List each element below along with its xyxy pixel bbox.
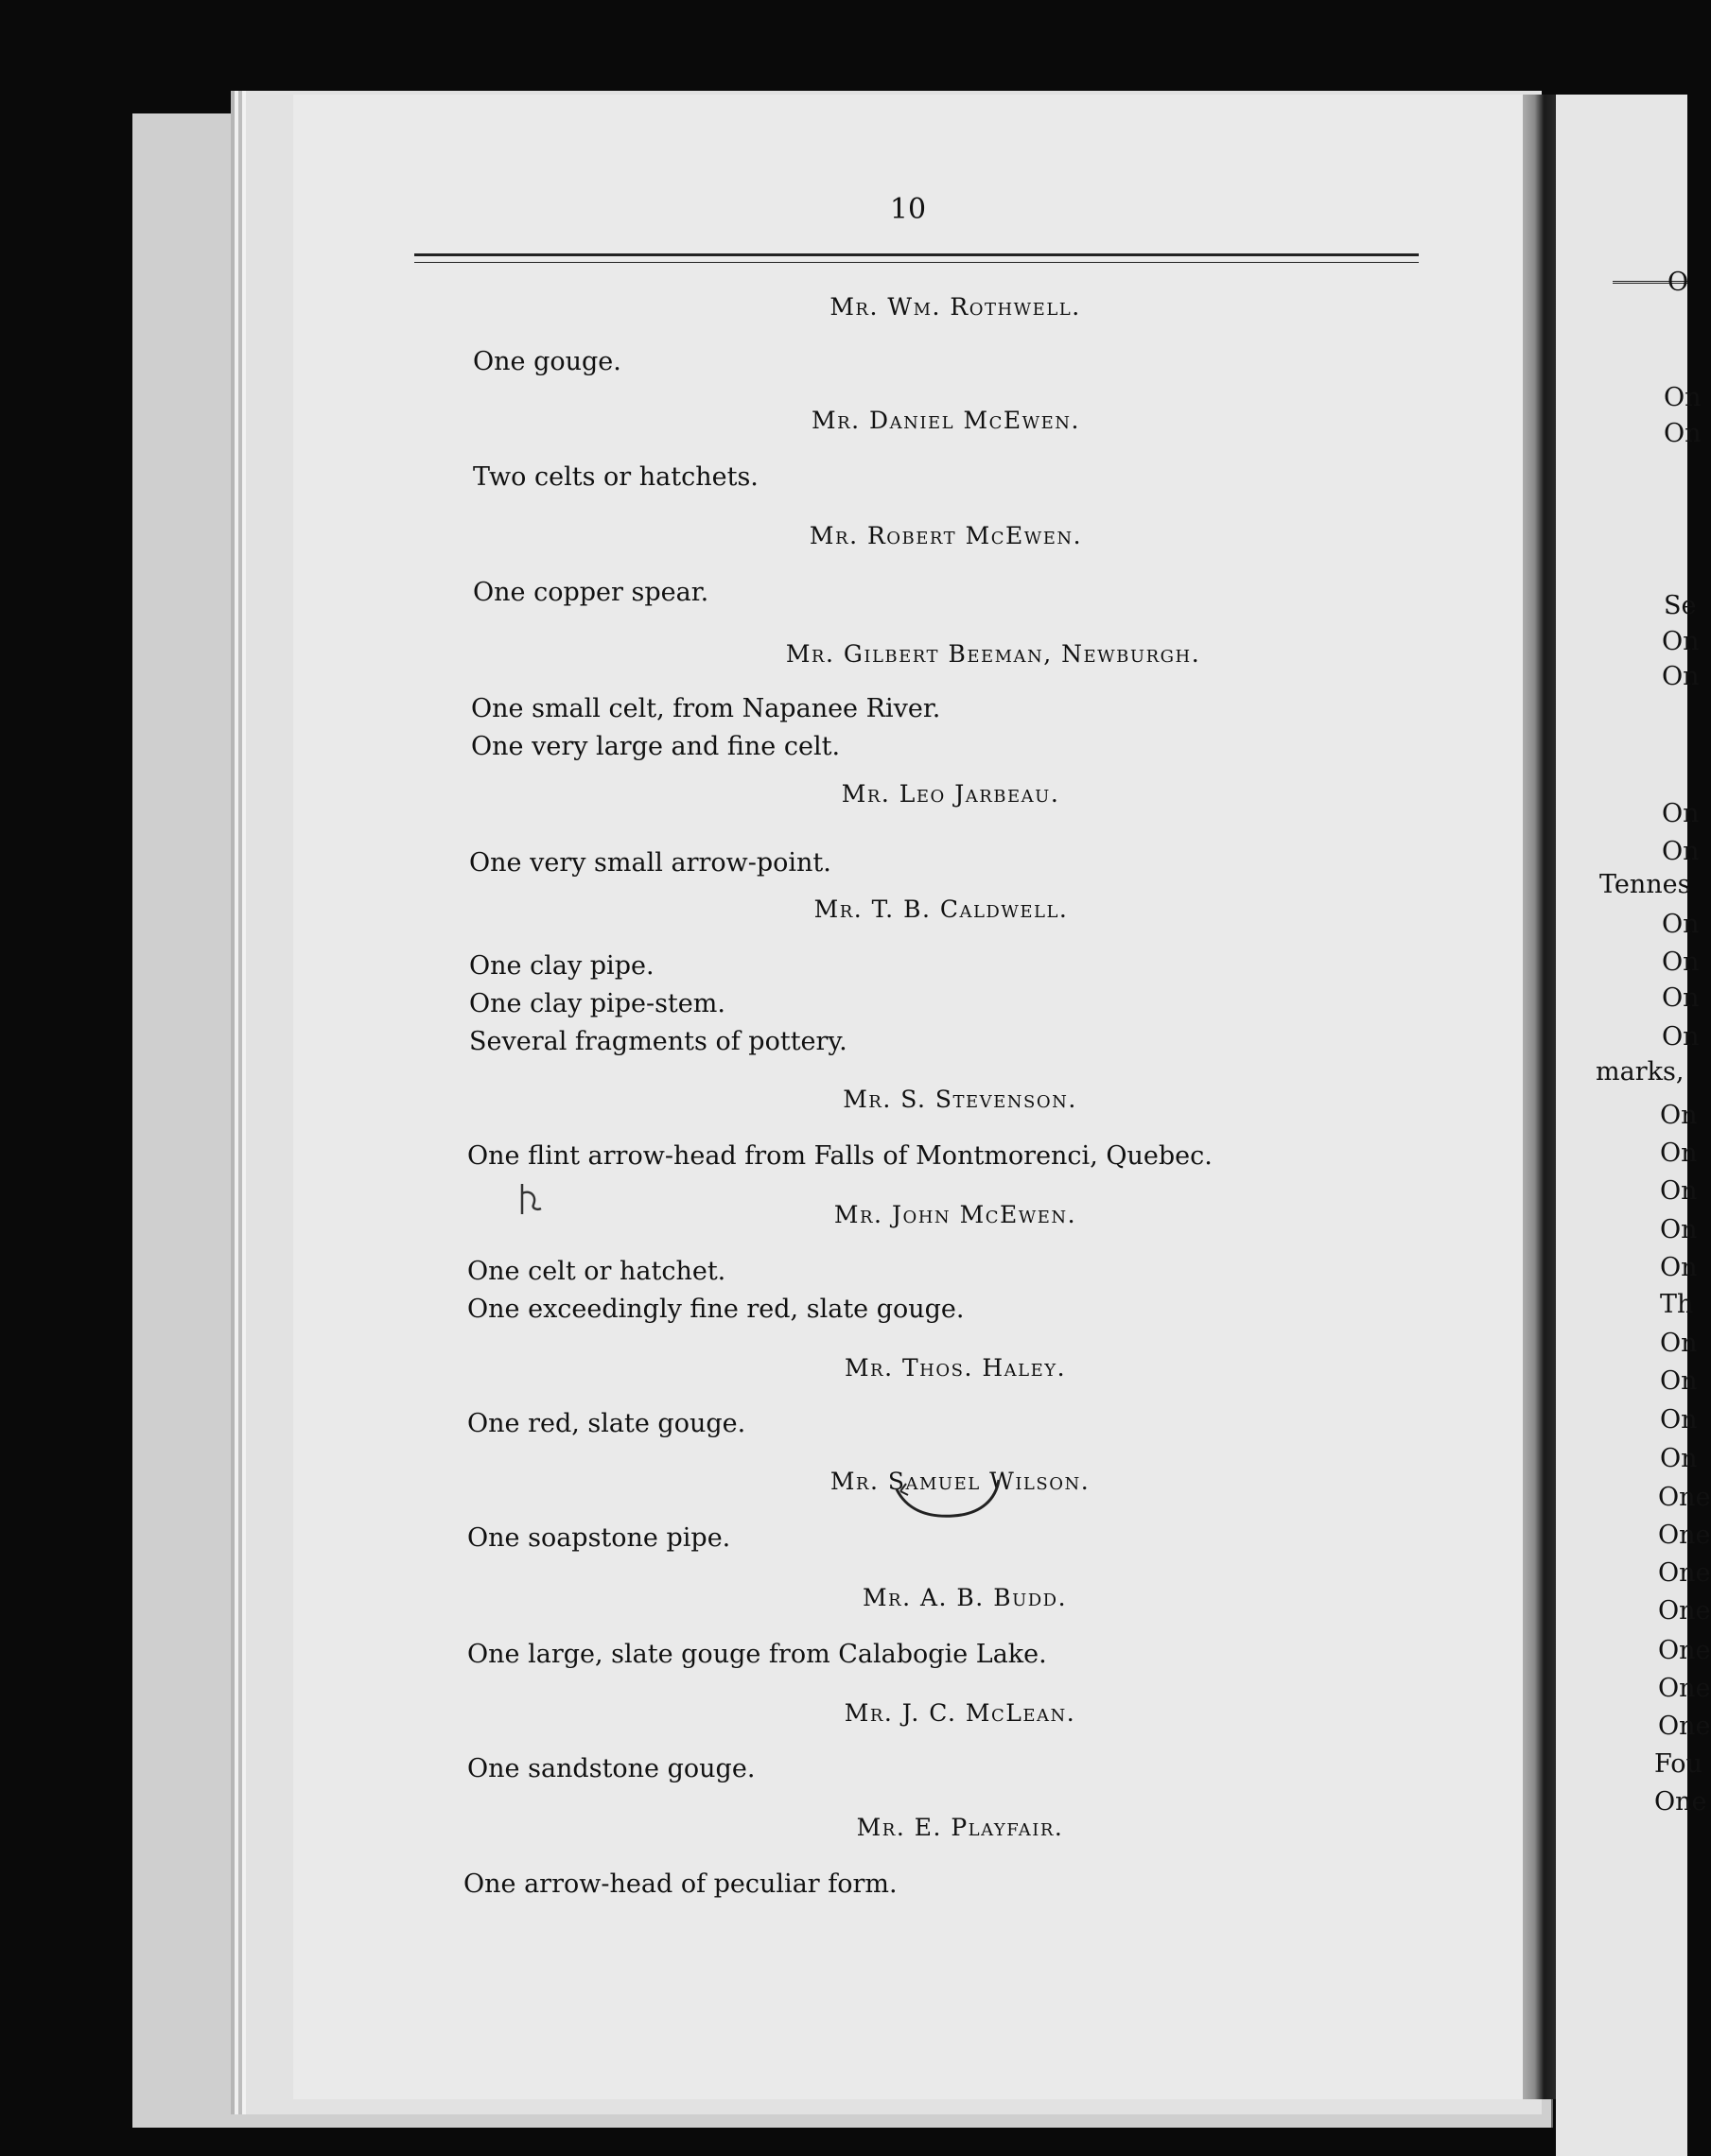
facing-page-fragment: One (1658, 1483, 1711, 1512)
donor-name: Mr. Leo Jarbeau. (841, 780, 1060, 808)
facing-page-fragment: On (1660, 1176, 1698, 1206)
facing-page-fragment: On (1662, 983, 1700, 1013)
facing-page-fragment: On (1660, 1253, 1698, 1282)
donated-item: One sandstone gouge. (467, 1754, 756, 1783)
donated-item: Several fragments of pottery. (469, 1027, 847, 1056)
donated-item: One soapstone pipe. (467, 1523, 731, 1553)
donated-item: One small celt, from Napanee River. (471, 694, 941, 723)
facing-page-fragment: On (1660, 1366, 1698, 1396)
facing-page-fragment: One (1658, 1636, 1711, 1665)
facing-page-fragment: O (1667, 268, 1689, 297)
facing-page-fragment: One (1658, 1558, 1711, 1588)
donor-name: Mr. Gilbert Beeman, Newburgh. (785, 640, 1201, 668)
facing-page-fragment: On (1664, 419, 1702, 448)
donor-name: Mr. John McEwen. (833, 1201, 1077, 1228)
donated-item: One very small arrow-point. (469, 848, 831, 878)
donor-name: Mr. Daniel McEwen. (812, 407, 1080, 434)
facing-page-fragment: On (1660, 1215, 1698, 1244)
facing-page-fragment: On (1662, 948, 1700, 977)
facing-page-fragment: One (1658, 1674, 1711, 1703)
facing-page-fragment: Tennes (1599, 870, 1691, 899)
donor-name: Mr. Wm. Rothwell. (829, 293, 1081, 321)
facing-page-fragment: On (1662, 837, 1700, 866)
facing-page-fragment: One (1658, 1712, 1711, 1741)
donor-name: Mr. Robert McEwen. (809, 522, 1083, 549)
donor-name: Mr. E. Playfair. (856, 1814, 1064, 1841)
facing-page-fragment: On (1660, 1101, 1698, 1130)
facing-page-fragment: On (1664, 383, 1702, 412)
facing-page-fragment: One (1654, 1787, 1707, 1817)
donor-name: Mr. Samuel Wilson. (829, 1468, 1091, 1495)
donated-item: One gouge. (473, 347, 621, 376)
facing-page-fragment: Fou (1654, 1749, 1702, 1779)
facing-page-fragment: On (1660, 1444, 1698, 1473)
facing-page-fragment: Th (1660, 1290, 1694, 1319)
donation-list (293, 95, 1523, 2099)
page-number: 10 (889, 193, 927, 226)
donated-item: Two celts or hatchets. (473, 462, 759, 492)
facing-page-fragment: On (1662, 910, 1700, 939)
facing-page-fragment: On (1660, 1329, 1698, 1358)
facing-page-fragment: Se (1664, 591, 1697, 620)
donor-name: Mr. J. C. McLean. (844, 1699, 1076, 1727)
donated-item: One clay pipe. (469, 951, 655, 981)
facing-page-fragment: On (1662, 627, 1700, 656)
donor-name: Mr. T. B. Caldwell. (813, 895, 1069, 923)
donor-name: Mr. Thos. Haley. (844, 1354, 1067, 1382)
donated-item: One flint arrow-head from Falls of Montmorenci, Quebec. (467, 1141, 1213, 1171)
donated-item: One large, slate gouge from Calabogie Lake. (467, 1640, 1047, 1669)
donated-item: One celt or hatchet. (467, 1257, 726, 1286)
facing-page-fragment: One (1658, 1596, 1711, 1626)
facing-page-fragment: On (1660, 1139, 1698, 1168)
donated-item: One clay pipe-stem. (469, 989, 725, 1018)
facing-page-fragment: On (1662, 799, 1700, 828)
donated-item: One red, slate gouge. (467, 1409, 746, 1438)
handwritten-check-mark (516, 1182, 545, 1216)
facing-page-fragment: On (1662, 662, 1700, 691)
page (293, 95, 1523, 2099)
facing-page-fragment: marks, (1596, 1057, 1685, 1087)
donated-item: One very large and fine celt. (471, 732, 841, 761)
facing-page (1556, 95, 1711, 2156)
handwritten-underline-mark (887, 1470, 1010, 1527)
donor-name: Mr. S. Stevenson. (843, 1086, 1077, 1113)
donor-name: Mr. A. B. Budd. (862, 1584, 1068, 1611)
donated-item: One exceedingly fine red, slate gouge. (467, 1295, 965, 1324)
facing-page-fragment: On (1660, 1405, 1698, 1434)
donated-item: One copper spear. (473, 578, 709, 607)
donated-item: One arrow-head of peculiar form. (463, 1869, 898, 1899)
facing-page-fragment: On (1662, 1022, 1700, 1052)
facing-page-fragment: One (1658, 1521, 1711, 1550)
